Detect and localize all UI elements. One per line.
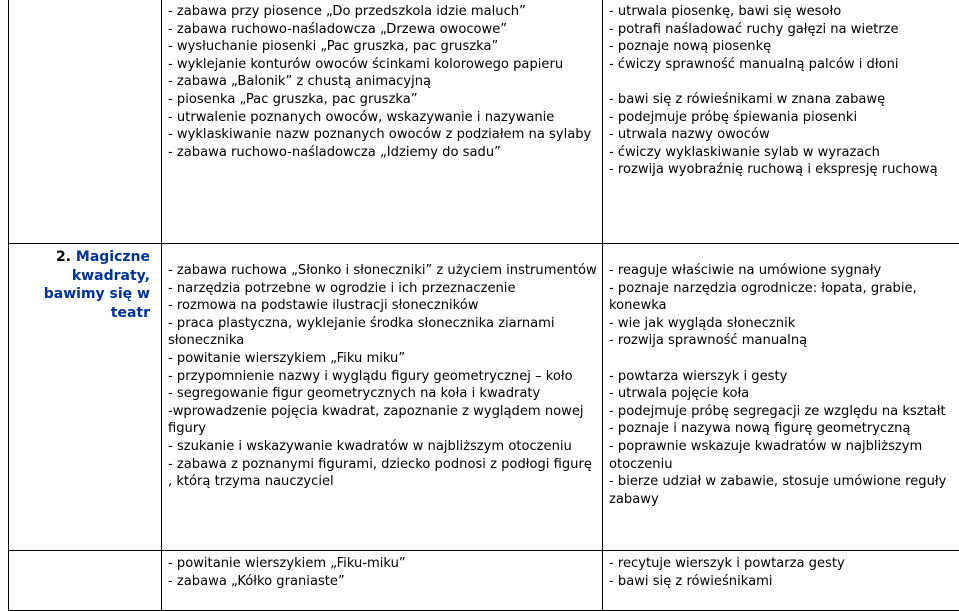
activity-item: - praca plastyczna, wyklejanie środka słonecznika ziarnami słonecznika bbox=[168, 315, 597, 350]
outcome-item: - ćwiczy wyklaskiwanie sylab w wyrazach bbox=[609, 144, 954, 162]
outcome-item: - utrwala pojęcie koła bbox=[609, 385, 954, 403]
unit-cell bbox=[9, 551, 162, 611]
activity-item: - zabawa z poznanymi figurami, dziecko podnosi z podłogi figurę , którą trzyma nauczyciel bbox=[168, 456, 597, 491]
outcome-item: - rozwija wyobraźnię ruchową i ekspresję ruchową bbox=[609, 161, 954, 179]
lesson-plan-table bbox=[8, 0, 959, 611]
activity-item: - powitanie wierszykiem „Fiku-miku” bbox=[168, 555, 597, 573]
spacer bbox=[609, 350, 954, 368]
unit-title bbox=[15, 248, 156, 322]
outcome-item: - bawi się z rówieśnikami bbox=[609, 573, 954, 591]
outcome-item: - ćwiczy sprawność manualną palców i dłoni bbox=[609, 56, 954, 74]
outcome-item: - podejmuje próbę śpiewania piosenki bbox=[609, 109, 954, 127]
activity-item: -wprowadzenie pojęcia kwadrat, zapoznanie z wyglądem nowej figury bbox=[168, 403, 597, 438]
outcome-item: - poznaje nową piosenkę bbox=[609, 38, 954, 56]
activity-item: - szukanie i wskazywanie kwadratów w najbliższym otoczeniu bbox=[168, 438, 597, 456]
outcomes-cell bbox=[603, 244, 959, 551]
outcome-item: - reaguje właściwie na umówione sygnały bbox=[609, 262, 954, 280]
outcome-item: - poznaje i nazywa nową figurę geometryczną bbox=[609, 420, 954, 438]
outcome-item: - bierze udział w zabawie, stosuje umówione reguły zabawy bbox=[609, 473, 954, 508]
activity-item: - zabawa ruchowo-naśladowcza „Idziemy do sadu” bbox=[168, 144, 597, 162]
unit-title-text: Magiczne kwadraty, bawimy się w teatr bbox=[44, 249, 150, 321]
outcome-item: - recytuje wierszyk i powtarza gesty bbox=[609, 555, 954, 573]
activity-item: - narzędzia potrzebne w ogrodzie i ich przeznaczenie bbox=[168, 280, 597, 298]
activity-item: - wyklaskiwanie nazw poznanych owoców z podziałem na sylaby bbox=[168, 126, 597, 144]
outcome-item: - podejmuje próbę segregacji ze względu na kształt bbox=[609, 403, 954, 421]
unit-number: 2. bbox=[56, 249, 71, 265]
activities-cell bbox=[162, 551, 603, 611]
table-row bbox=[9, 0, 959, 244]
activity-item: - wyklejanie konturów owoców ścinkami kolorowego papieru bbox=[168, 56, 597, 74]
unit-cell bbox=[9, 0, 162, 244]
unit-cell bbox=[9, 244, 162, 551]
activity-item: - utrwalenie poznanych owoców, wskazywanie i nazywanie bbox=[168, 109, 597, 127]
outcomes-cell bbox=[603, 0, 959, 244]
activity-item: - przypomnienie nazwy i wyglądu figury geometrycznej – koło bbox=[168, 368, 597, 386]
outcome-item: - powtarza wierszyk i gesty bbox=[609, 368, 954, 386]
outcome-item: - bawi się z rówieśnikami w znana zabawę bbox=[609, 91, 954, 109]
activity-item: - piosenka „Pac gruszka, pac gruszka” bbox=[168, 91, 597, 109]
activity-item: - zabawa przy piosence „Do przedszkola idzie maluch” bbox=[168, 3, 597, 21]
outcome-item: - rozwija sprawność manualną bbox=[609, 332, 954, 350]
table-row bbox=[9, 551, 959, 611]
outcome-item: - poznaje narzędzia ogrodnicze: łopata, grabie, konewka bbox=[609, 280, 954, 315]
outcome-item: - potrafi naśladować ruchy gałęzi na wietrze bbox=[609, 21, 954, 39]
activity-item: - rozmowa na podstawie ilustracji słoneczników bbox=[168, 297, 597, 315]
activity-item: - zabawa „Kółko graniaste” bbox=[168, 573, 597, 591]
table-row bbox=[9, 244, 959, 551]
outcomes-cell bbox=[603, 551, 959, 611]
outcome-item: - poprawnie wskazuje kwadratów w najbliższym otoczeniu bbox=[609, 438, 954, 473]
activity-item: - segregowanie figur geometrycznych na koła i kwadraty bbox=[168, 385, 597, 403]
activity-item: - zabawa ruchowa „Słonko i słoneczniki” z użyciem instrumentów bbox=[168, 262, 597, 280]
activity-item: - zabawa „Balonik” z chustą animacyjną bbox=[168, 73, 597, 91]
outcome-item: - utrwala piosenkę, bawi się wesoło bbox=[609, 3, 954, 21]
activities-cell bbox=[162, 244, 603, 551]
activity-item: - wysłuchanie piosenki „Pac gruszka, pac gruszka” bbox=[168, 38, 597, 56]
outcome-item: - utrwala nazwy owoców bbox=[609, 126, 954, 144]
spacer bbox=[609, 73, 954, 91]
activity-item: - powitanie wierszykiem „Fiku miku” bbox=[168, 350, 597, 368]
activity-item: - zabawa ruchowo-naśladowcza „Drzewa owocowe” bbox=[168, 21, 597, 39]
activities-cell bbox=[162, 0, 603, 244]
outcome-item: - wie jak wygląda słonecznik bbox=[609, 315, 954, 333]
